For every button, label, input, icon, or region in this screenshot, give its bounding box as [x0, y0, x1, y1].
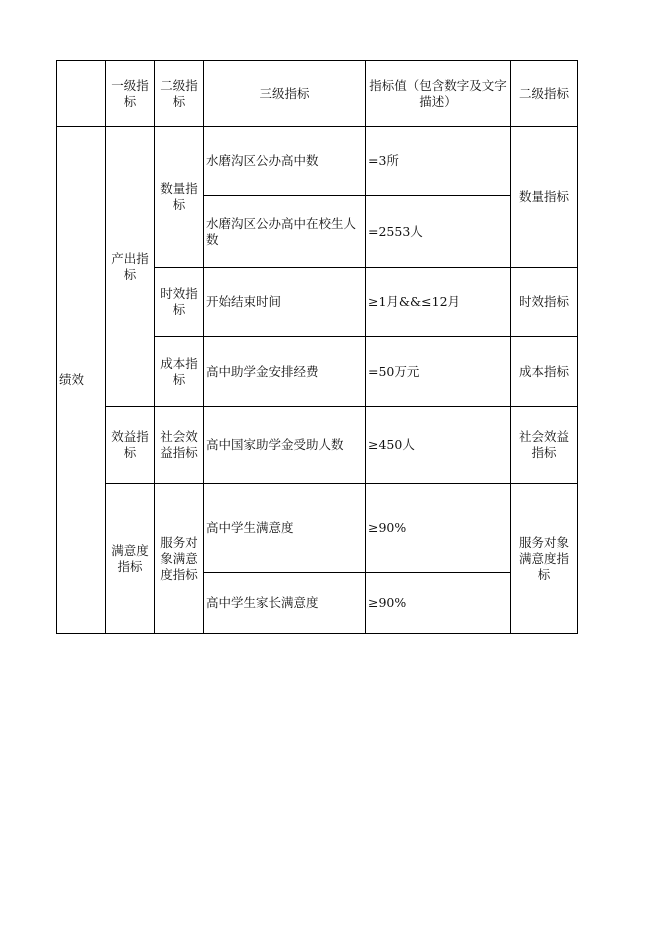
metric-parent-satisfaction: 高中学生家长满意度	[204, 573, 366, 634]
value-grant-recipients: ≥450人	[366, 407, 511, 484]
header-level1: 一级指标	[106, 61, 155, 127]
output-indicator-cell: 产出指标	[106, 127, 155, 407]
cost-indicator-right: 成本指标	[511, 337, 578, 407]
value-start-end-time: ≥1月&&≤12月	[366, 268, 511, 337]
service-satisfaction-indicator-cell: 服务对象满意度指标	[155, 484, 204, 634]
timeliness-indicator-cell: 时效指标	[155, 268, 204, 337]
header-level3: 三级指标	[204, 61, 366, 127]
header-level2: 二级指标	[155, 61, 204, 127]
table-row	[57, 484, 578, 573]
service-satisfaction-indicator-right: 服务对象满意度指标	[511, 484, 578, 634]
value-parent-satisfaction: ≥90%	[366, 573, 511, 634]
social-benefit-indicator-cell: 社会效益指标	[155, 407, 204, 484]
cost-indicator-cell: 成本指标	[155, 337, 204, 407]
timeliness-indicator-right: 时效指标	[511, 268, 578, 337]
value-public-high-schools: =3所	[366, 127, 511, 196]
quantity-indicator-right: 数量指标	[511, 127, 578, 268]
table-row	[57, 127, 578, 196]
header-level2-right: 二级指标	[511, 61, 578, 127]
value-grant-funding: =50万元	[366, 337, 511, 407]
header-row	[57, 61, 578, 127]
category-cell: 绩效	[57, 127, 106, 634]
metric-student-satisfaction: 高中学生满意度	[204, 484, 366, 573]
social-benefit-indicator-right: 社会效益指标	[511, 407, 578, 484]
header-cell-blank	[57, 61, 106, 127]
metric-public-high-schools: 水磨沟区公办高中数	[204, 127, 366, 196]
satisfaction-indicator-cell: 满意度指标	[106, 484, 155, 634]
benefit-indicator-cell: 效益指标	[106, 407, 155, 484]
performance-metrics-table	[56, 60, 578, 634]
header-value: 指标值（包含数字及文字描述）	[366, 61, 511, 127]
value-enrolled-students: =2553人	[366, 196, 511, 268]
table-row	[57, 407, 578, 484]
metric-start-end-time: 开始结束时间	[204, 268, 366, 337]
metric-grant-recipients: 高中国家助学金受助人数	[204, 407, 366, 484]
metric-grant-funding: 高中助学金安排经费	[204, 337, 366, 407]
quantity-indicator-cell: 数量指标	[155, 127, 204, 268]
metric-enrolled-students: 水磨沟区公办高中在校生人数	[204, 196, 366, 268]
value-student-satisfaction: ≥90%	[366, 484, 511, 573]
